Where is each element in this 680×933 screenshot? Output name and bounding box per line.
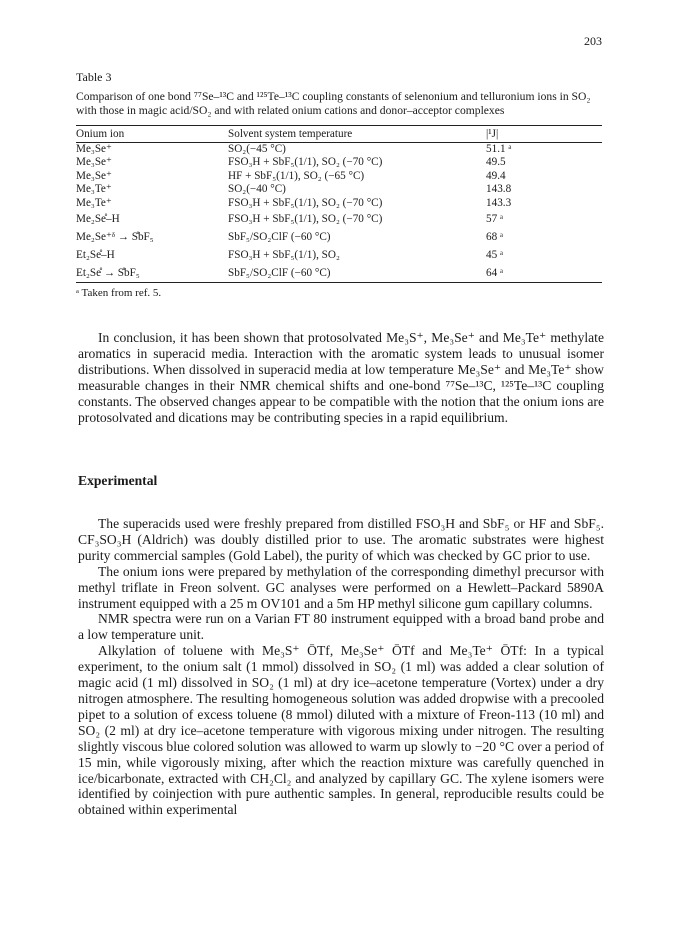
cell-solvent: HF + SbF₅(1/1), SO₂ (−65 °C) bbox=[228, 169, 365, 182]
cell-value: 143.8 bbox=[486, 183, 512, 196]
table-caption: Comparison of one bond ⁷⁷Se–¹³C and ¹²⁵Te–¹³C coupling constants of selenonium and telluronium ions in SO₂ with those in magic acid/SO₂ and with related onium cations and donor–acceptor complexes bbox=[76, 90, 591, 117]
cell-ion: Me₂Se̊–H bbox=[76, 213, 120, 226]
conclusion-paragraph: In conclusion, it has been shown that protosolvated Me₃S⁺, Me₃Se⁺ and Me₃Te⁺ methylate aromatics in superacid media. Interaction with the aromatic system leads to unusual isomer distributions. When dissolved in superacid media at low temperature Me₃Se⁺ and Me₃Te⁺ show measurable changes in their NMR chemical shifts and one-bond ⁷⁷Se–¹³C, ¹²⁵Te–¹³C coupling constants. The observed changes appear to be compatible with the notion that the onium ions are protosolvated and dications may be contributing species in a rapid equilibrium. bbox=[78, 330, 604, 425]
cell-ion: Me₃Se⁺ bbox=[76, 169, 112, 182]
cell-solvent: FSO₃H + SbF₅(1/1), SO₂ (−70 °C) bbox=[228, 196, 383, 209]
cell-value: 49.4 bbox=[486, 169, 506, 182]
header-coupling: |¹J| bbox=[486, 128, 499, 140]
table-footnote: ᵃ Taken from ref. 5. bbox=[76, 287, 162, 300]
cell-ion: Me₂Se⁺ᵟ → S̊bF₅ bbox=[76, 231, 154, 244]
cell-value: 57 ᵃ bbox=[486, 213, 504, 226]
table-row bbox=[76, 183, 602, 196]
cell-ion: Me₃Se⁺ bbox=[76, 156, 112, 169]
cell-solvent: FSO₃H + SbF₅(1/1), SO₂ bbox=[228, 249, 340, 262]
cell-ion: Me₃Te⁺ bbox=[76, 196, 112, 209]
table-row bbox=[76, 170, 602, 183]
table-header-row bbox=[76, 126, 602, 143]
experimental-paragraph: The superacids used were freshly prepared from distilled FSO₃H and SbF₅ or HF and SbF₅. CF₃SO₃H (Aldrich) was doubly distilled prior to use. The aromatic substrates were highest purity commercial samples (Gold Label), the purity of which was checked by GC prior to use. bbox=[78, 516, 604, 563]
table-block bbox=[76, 70, 602, 299]
cell-ion: Et₂Se̊–H bbox=[76, 249, 115, 262]
cell-ion: Me₃Se⁺ bbox=[76, 143, 112, 155]
experimental-paragraph: NMR spectra were run on a Varian FT 80 instrument equipped with a broad band probe and a low temperature unit. bbox=[78, 611, 604, 643]
page-number: 203 bbox=[584, 34, 602, 48]
cell-value: 49.5 bbox=[486, 156, 506, 169]
cell-solvent: FSO₃H + SbF₅(1/1), SO₂ (−70 °C) bbox=[228, 213, 383, 226]
table-row bbox=[76, 156, 602, 169]
table-row bbox=[76, 197, 602, 210]
cell-value: 68 ᵃ bbox=[486, 231, 504, 244]
cell-ion: Et₂Se̊ → S̊bF₅ bbox=[76, 267, 140, 280]
cell-solvent: FSO₃H + SbF₅(1/1), SO₂ (−70 °C) bbox=[228, 156, 383, 169]
cell-solvent: SO₂(−40 °C) bbox=[228, 183, 286, 196]
cell-value: 143.3 bbox=[486, 196, 512, 209]
cell-solvent: SO₂(−45 °C) bbox=[228, 143, 286, 155]
cell-value: 51.1 ᵃ bbox=[486, 143, 512, 155]
cell-ion: Me₃Te⁺ bbox=[76, 183, 112, 196]
cell-solvent: SbF₅/SO₂ClF (−60 °C) bbox=[228, 231, 331, 244]
header-onium-ion: Onium ion bbox=[76, 128, 125, 140]
experimental-paragraph: The onium ions were prepared by methylation of the corresponding dimethyl precursor with methyl triflate in Freon solvent. GC analyses were performed on a Hewlett–Packard 5890A instrument equipped with a 25 m OV101 and a 5m HP methyl silicone gum capillary columns. bbox=[78, 563, 604, 611]
table-row bbox=[76, 264, 602, 283]
table-row bbox=[76, 246, 602, 264]
cell-value: 45 ᵃ bbox=[486, 249, 504, 262]
table-row bbox=[76, 143, 602, 157]
table-row bbox=[76, 210, 602, 228]
cell-solvent: SbF₅/SO₂ClF (−60 °C) bbox=[228, 267, 331, 280]
table-label: Table 3 bbox=[76, 70, 112, 84]
coupling-constants-table bbox=[76, 125, 602, 283]
table-row bbox=[76, 228, 602, 246]
experimental-heading: Experimental bbox=[78, 473, 158, 488]
header-solvent: Solvent system temperature bbox=[228, 128, 353, 140]
cell-value: 64 ᵃ bbox=[486, 267, 504, 280]
experimental-section bbox=[78, 516, 604, 818]
experimental-paragraph: Alkylation of toluene with Me₃S⁺ ŌTf, Me₃Se⁺ ŌTf and Me₃Te⁺ ŌTf: In a typical experiment, to the onium salt (1 mmol) dissolved in SO₂ (1 ml) was added a clear solution of magic acid (1 ml) dissolved in SO₂ (1 ml) at dry ice–acetone temperature (Vortex) under a dry nitrogen atmosphere. The resulting homogeneous solution was added dropwise with a precooled pipet to a solution of excess toluene (8 mmol) diluted with a mixture of Freon-113 (10 ml) and SO₂ (2 ml) at dry ice–acetone temperature with vigorous mixing under nitrogen. The resulting slightly viscous blue colored solution was allowed to warm up slowly to −20 °C over a period of 15 min, while vigorously mixing, after which the reaction mixture was carefully quenched in ice/bicarbonate, extracted with CH₂Cl₂ and analyzed by capillary GC. The xylene isomers were identified by coinjection with pure authentic samples. In general, reproducible results could be obtained within experimental bbox=[78, 643, 604, 818]
